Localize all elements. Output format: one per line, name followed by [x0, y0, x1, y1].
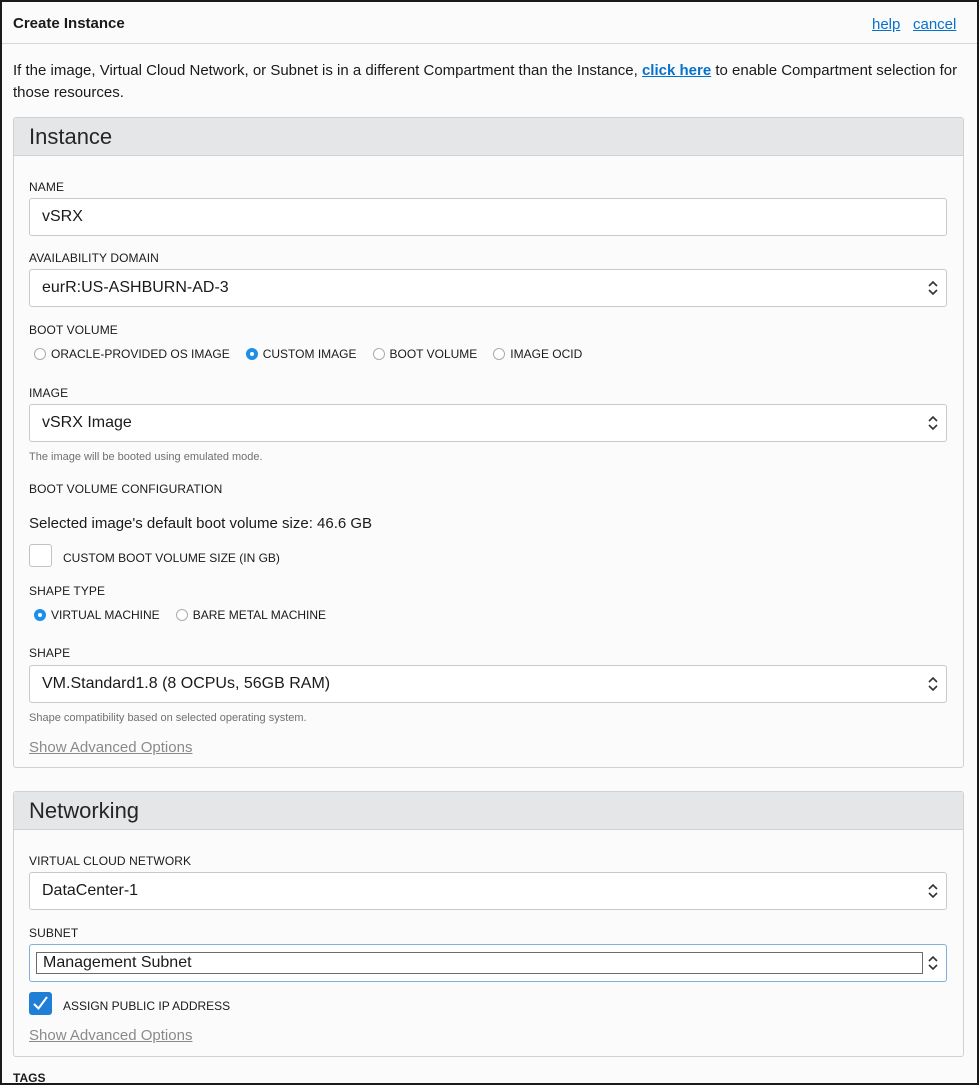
cancel-link[interactable]: cancel — [913, 16, 957, 33]
radio-label: CUSTOM IMAGE — [262, 347, 357, 361]
subnet-select[interactable] — [29, 944, 947, 982]
notice-text-after: to enable Compartment selection for those resources. — [13, 62, 958, 101]
assign-public-ip-label: ASSIGN PUBLIC IP ADDRESS — [63, 999, 231, 1013]
radio-button — [493, 348, 505, 360]
image-hint: The image will be booted using emulated mode. — [29, 451, 263, 463]
name-input[interactable]: vSRX — [29, 198, 947, 236]
tags-label: TAGS — [13, 1071, 46, 1085]
click-here-link[interactable]: click here — [641, 62, 712, 79]
networking-heading: Networking — [14, 792, 963, 830]
shape-value: VM.Standard1.8 (8 OCPUs, 56GB RAM) — [42, 675, 331, 692]
vcn-select[interactable] — [29, 872, 947, 910]
chevron-updown-icon — [928, 883, 938, 899]
instance-show-advanced-options-link[interactable]: Show Advanced Options — [29, 739, 193, 756]
subnet-label: SUBNET — [29, 926, 79, 940]
radio-custom-image[interactable] — [246, 347, 357, 361]
chevron-updown-icon — [928, 280, 938, 296]
shape-type-label: SHAPE TYPE — [29, 584, 106, 598]
notice-text-before: If the image, Virtual Cloud Network, or Subnet is in a different Compartment than the Instance, — [13, 62, 642, 79]
instance-panel — [13, 117, 964, 768]
chevron-updown-icon — [928, 415, 938, 431]
assign-public-ip-checkbox[interactable] — [29, 992, 52, 1015]
boot-volume-radio-group — [34, 345, 598, 363]
radio-boot-volume[interactable] — [373, 347, 478, 361]
radio-label: ORACLE-PROVIDED OS IMAGE — [51, 347, 230, 361]
default-boot-volume-size-text: Selected image's default boot volume size: 46.6 GB — [29, 515, 373, 532]
boot-volume-configuration-label: BOOT VOLUME CONFIGURATION — [29, 482, 223, 496]
radio-image-ocid[interactable] — [493, 347, 582, 361]
vcn-value: DataCenter-1 — [42, 882, 139, 899]
radio-oracle-provided-os-image[interactable] — [34, 347, 230, 361]
radio-label: BOOT VOLUME — [389, 347, 478, 361]
networking-panel — [13, 791, 964, 1057]
help-link[interactable]: help — [872, 16, 901, 33]
vcn-label: VIRTUAL CLOUD NETWORK — [29, 854, 192, 868]
custom-boot-volume-size-checkbox[interactable] — [29, 544, 52, 567]
custom-boot-volume-size-label: CUSTOM BOOT VOLUME SIZE (IN GB) — [63, 551, 280, 565]
radio-button-selected — [34, 609, 46, 621]
subnet-value: Management Subnet — [36, 952, 923, 974]
networking-show-advanced-options-link[interactable]: Show Advanced Options — [29, 1027, 193, 1044]
image-select[interactable] — [29, 404, 947, 442]
name-label: NAME — [29, 180, 65, 194]
shape-select[interactable] — [29, 665, 947, 703]
image-label: IMAGE — [29, 386, 69, 400]
dialog-header — [2, 2, 977, 44]
instance-heading: Instance — [14, 118, 963, 156]
radio-button — [34, 348, 46, 360]
radio-virtual-machine[interactable] — [34, 608, 160, 622]
radio-label: BARE METAL MACHINE — [192, 608, 327, 622]
shape-type-radio-group — [34, 606, 342, 624]
radio-button-selected — [246, 348, 258, 360]
radio-label: IMAGE OCID — [510, 347, 583, 361]
availability-domain-label: AVAILABILITY DOMAIN — [29, 251, 159, 265]
checkmark-icon — [30, 993, 51, 1014]
boot-volume-label: BOOT VOLUME — [29, 323, 118, 337]
shape-hint: Shape compatibility based on selected operating system. — [29, 712, 307, 724]
chevron-updown-icon — [928, 955, 938, 971]
compartment-notice — [13, 60, 963, 104]
availability-domain-value: eurR:US-ASHBURN-AD-3 — [42, 279, 229, 296]
radio-button — [373, 348, 385, 360]
radio-bare-metal-machine[interactable] — [176, 608, 326, 622]
shape-label: SHAPE — [29, 646, 71, 660]
dialog-title: Create Instance — [13, 15, 125, 32]
chevron-updown-icon — [928, 676, 938, 692]
image-value: vSRX Image — [42, 414, 132, 431]
radio-label: VIRTUAL MACHINE — [51, 608, 160, 622]
radio-button — [176, 609, 188, 621]
availability-domain-select[interactable] — [29, 269, 947, 307]
